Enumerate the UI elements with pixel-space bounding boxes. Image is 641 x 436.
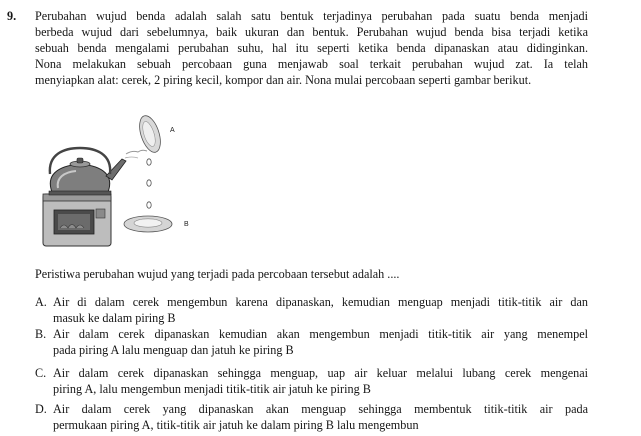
steam [125, 150, 147, 158]
paragraph-line: menyiapkan alat: cerek, 2 piring kecil, kompor dan air. Nona mulai percobaan seperti gambar berikut. [35, 73, 532, 87]
plate-a [136, 114, 165, 155]
experiment-illustration [30, 114, 200, 250]
option-letter: D. [35, 402, 47, 416]
option-letter: A. [35, 295, 47, 309]
option-line: masuk ke dalam piring B [53, 311, 176, 325]
water-droplets [147, 159, 151, 208]
plate-b-label: B [184, 221, 189, 228]
question-paragraph [35, 8, 588, 88]
plate-b [124, 216, 172, 232]
option-letter: C. [35, 366, 47, 380]
paragraph-line: Nona melakukan sebuah percobaan guna menjawab soal terkait perubahan wujud zat. Ia telah [35, 57, 588, 71]
option-line: Air dalam cerek yang dipanaskan akan menguap sehingga membentuk titik-titik air pada [53, 402, 588, 416]
kettle [49, 148, 126, 195]
stove [43, 194, 111, 246]
paragraph-line: Perubahan wujud benda adalah salah satu bentuk terjadinya perubahan pada suatu benda menjadi [35, 9, 588, 23]
option-text [53, 401, 588, 433]
question-prompt: Peristiwa perubahan wujud yang terjadi pada percobaan tersebut adalah .... [35, 267, 400, 281]
paragraph-line: berbeda wujud dari sebelumnya, baik ukuran dan bentuk. Perubahan wujud benda bisa terjadi ketika [35, 25, 588, 39]
option-text [53, 365, 588, 397]
option-line: Air di dalam cerek mengembun karena dipanaskan, kemudian menguap menjadi titik-titik air dan [53, 295, 588, 309]
option-line: Air dalam cerek dipanaskan sehingga menguap, uap air keluar melalui lubang cerek mengenai [53, 366, 588, 380]
plate-a-label: A [170, 127, 175, 134]
question-number: 9. [7, 9, 17, 23]
paragraph-line: sebuah benda mengalami perubahan suhu, hal itu seperti ketika benda dipanaskan atau didinginkan. [35, 41, 588, 55]
option-text [53, 326, 588, 358]
option-line: pada piring A lalu menguap dan jatuh ke piring B [53, 343, 294, 357]
option-letter: B. [35, 327, 47, 341]
option-text [53, 294, 588, 326]
option-line: piring A, lalu mengembun menjadi titik-titik air jatuh ke piring B [53, 382, 371, 396]
option-line: permukaan piring A, titik-titik air jatuh ke dalam piring B lalu mengembun [53, 418, 419, 432]
option-line: Air dalam cerek dipanaskan kemudian akan mengembun menjadi titik-titik air yang menempel [53, 327, 588, 341]
